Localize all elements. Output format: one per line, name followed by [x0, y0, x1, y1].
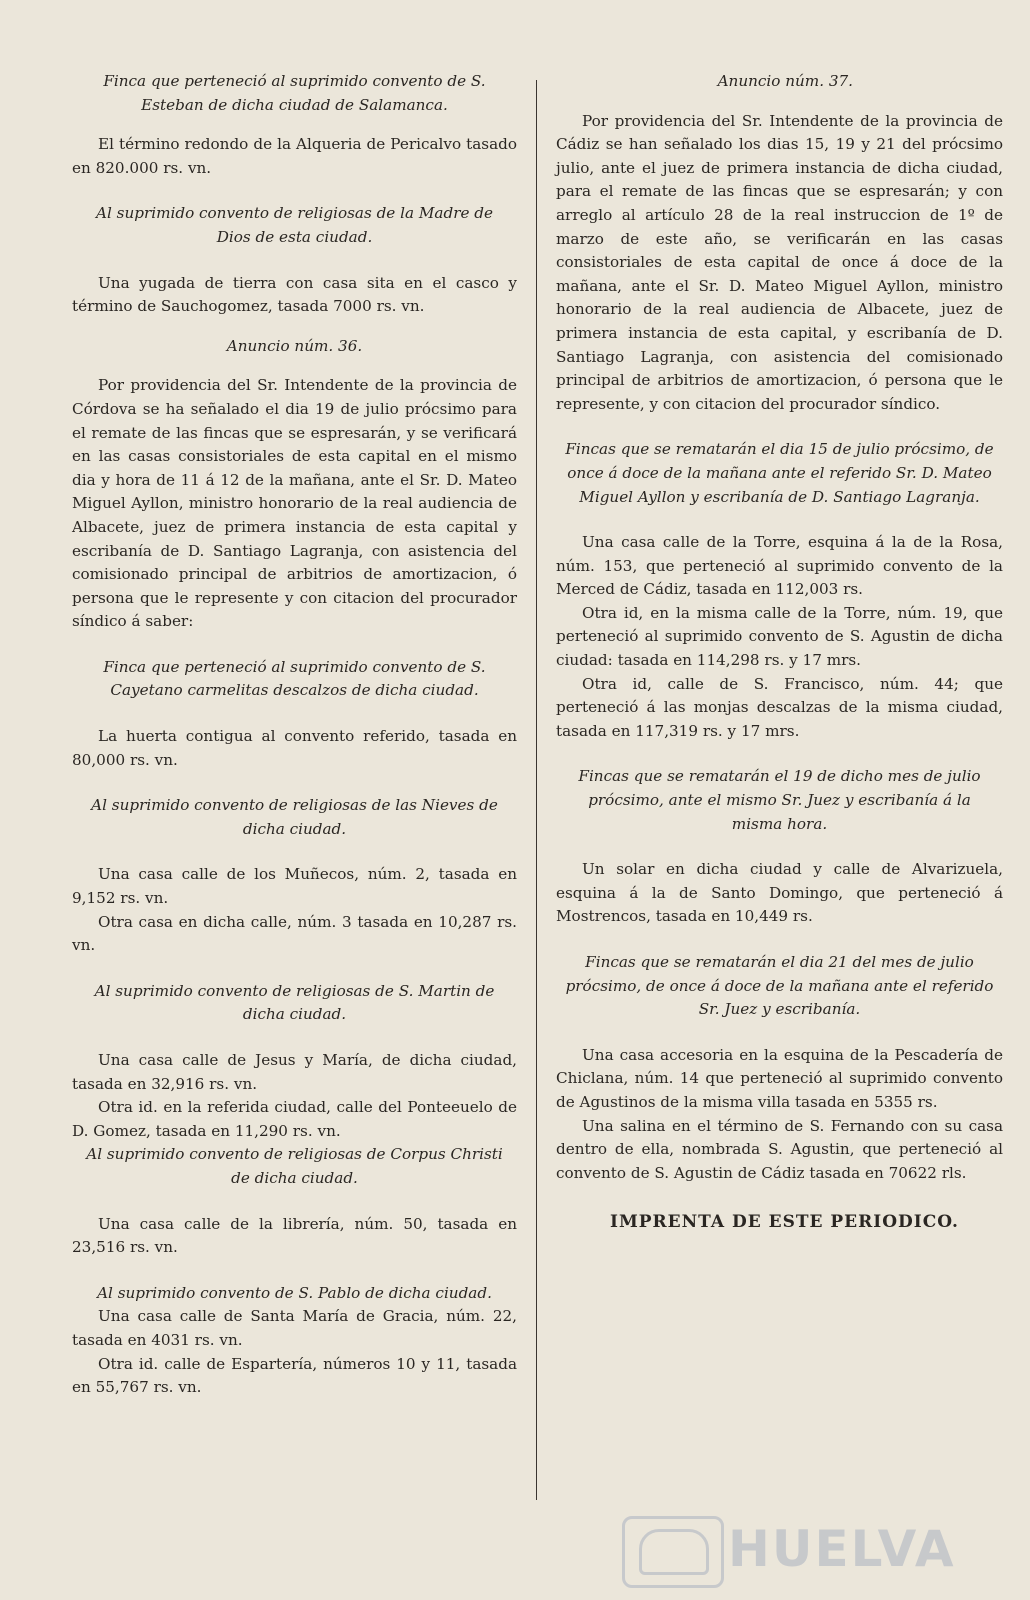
announcement-body: Por providencia del Sr. Intendente de la provincia de Córdova se ha señalado el dia 19 de julio prócsimo para el remate de las fincas que se espresarán, y se verificará en las casas consistoriales de esta capital en el mismo dia y hora de 11 á 12 de la mañana, ante el Sr. D. Mateo Miguel Ayllon, ministro honorario de la real audiencia de Albacete, juez de primera instancia de esta capital y escribanía de D. Santiago Lagranja, con asistencia del comisionado principal de arbitrios de amortizacion, ó persona que le represente y con citacion del procurador síndico á saber: [72, 376, 517, 631]
section-heading: Al suprimido convento de religiosas de Corpus Christi de dicha ciudad. [86, 1145, 503, 1187]
section-heading: Finca que perteneció al suprimido convento de S. Cayetano carmelitas descalzos de dicha ciudad. [103, 657, 486, 700]
announcement-number: Anuncio núm. 37. [717, 72, 853, 90]
announcement-number: Anuncio núm. 36. [226, 336, 363, 355]
listing-paragraph: Una salina en el término de S. Fernando con su casa dentro de ella, nombrada S. Agustin, que perteneció al convento de S. Agustin de Cádiz tasada en 70622 rls. [556, 1116, 1003, 1182]
section-heading: Fincas que se rematarán el dia 21 del mes de julio prócsimo, de once á doce de la mañana ante el referido Sr. Juez y escribanía. [565, 953, 994, 1019]
section-heading: Finca que perteneció al suprimido convento de S. Esteban de dicha ciudad de Salamanca. [103, 72, 486, 114]
listing-paragraph: Una casa accesoria en la esquina de la Pescadería de Chiclana, núm. 14 que perteneció al suprimido convento de Agustinos de la misma villa tasada en 5355 rs. [556, 1045, 1003, 1111]
listing-paragraph: El término redondo de la Alqueria de Pericalvo tasado en 820.000 rs. vn. [72, 135, 517, 177]
listing-paragraph: Una casa calle de Santa María de Gracia, núm. 22, tasada en 4031 rs. vn. [72, 1307, 517, 1349]
listing-paragraph: Una casa calle de los Muñecos, núm. 2, tasada en 9,152 rs. vn. [72, 865, 517, 908]
listing-paragraph: Una casa calle de la Torre, esquina á la de la Rosa, núm. 153, que perteneció al suprimido convento de la Merced de Cádiz, tasada en 112,003 rs. [556, 533, 1003, 599]
archive-watermark [622, 1512, 982, 1588]
section-heading: Fincas que se rematarán el dia 15 de julio prócsimo, de once á doce de la mañana ante el referido Sr. D. Mateo Miguel Ayllon y escribanía de D. Santiago Lagranja. [565, 440, 994, 506]
listing-paragraph: La huerta contigua al convento referido, tasada en 80,000 rs. vn. [72, 727, 517, 769]
section-heading: Al suprimido convento de religiosas de la Madre de Dios de esta ciudad. [96, 204, 493, 246]
section-heading: Al suprimido convento de S. Pablo de dicha ciudad. [97, 1283, 492, 1302]
section-heading: Al suprimido convento de religiosas de las Nieves de dicha ciudad. [91, 796, 498, 838]
right-column [556, 70, 1003, 1252]
listing-paragraph: Otra id, en la misma calle de la Torre, núm. 19, que perteneció al suprimido convento de S. Agustin de dicha ciudad: tasada en 114,298 rs. y 17 mrs. [556, 603, 1003, 670]
listing-paragraph: Una yugada de tierra con casa sita en el casco y término de Sauchogomez, tasada 7000 rs. vn. [72, 273, 517, 316]
section-heading: Fincas que se rematarán el 19 de dicho mes de julio prócsimo, ante el mismo Sr. Juez y escribanía á la misma hora. [578, 767, 981, 833]
watermark-text: HUELVA [728, 1520, 956, 1578]
listing-paragraph: Una casa calle de Jesus y María, de dicha ciudad, tasada en 32,916 rs. vn. [72, 1051, 517, 1093]
section-heading: Al suprimido convento de religiosas de S. Martin de dicha ciudad. [94, 981, 495, 1024]
listing-paragraph: Otra id. en la referida ciudad, calle del Ponteeuelo de D. Gomez, tasada en 11,290 rs. vn. [72, 1098, 517, 1140]
listing-paragraph: Otra id. calle de Espartería, números 10 y 11, tasada en 55,767 rs. vn. [72, 1354, 517, 1397]
printer-imprint: IMPRENTA DE ESTE PERIODICO. [610, 1212, 959, 1233]
listing-paragraph: Otra id, calle de S. Francisco, núm. 44; que perteneció á las monjas descalzas de la misma ciudad, tasada en 117,319 rs. y 17 mrs. [556, 674, 1003, 740]
column-divider [536, 80, 537, 1500]
announcement-body: Por providencia del Sr. Intendente de la provincia de Cádiz se han señalado los dias 15, 19 y 21 del prócsimo julio, ante el juez de primera instancia de dicha ciudad, para el remate de las fincas que se espresarán; y con arreglo al artículo 28 de la real instruccion de 1º de marzo de este año, se verificarán en las casas consistoriales de esta capital de once á doce de la mañana, ante el Sr. D. Mateo Miguel Ayllon, ministro honorario de la real audiencia de Albacete, juez de primera instancia de esta capital, y escribanía de D. Santiago Lagranja, con asistencia del comisionado principal de arbitrios de amortizacion, ó persona que le represente, y con citacion del procurador síndico. [556, 111, 1003, 413]
left-column [72, 70, 517, 1400]
listing-paragraph: Una casa calle de la librería, núm. 50, tasada en 23,516 rs. vn. [72, 1214, 517, 1257]
listing-paragraph: Un solar en dicha ciudad y calle de Alvarizuela, esquina á la de Santo Domingo, que perteneció á Mostrencos, tasada en 10,449 rs. [556, 860, 1003, 926]
listing-paragraph: Otra casa en dicha calle, núm. 3 tasada en 10,287 rs. vn. [72, 912, 517, 955]
seal-icon [622, 1516, 724, 1588]
